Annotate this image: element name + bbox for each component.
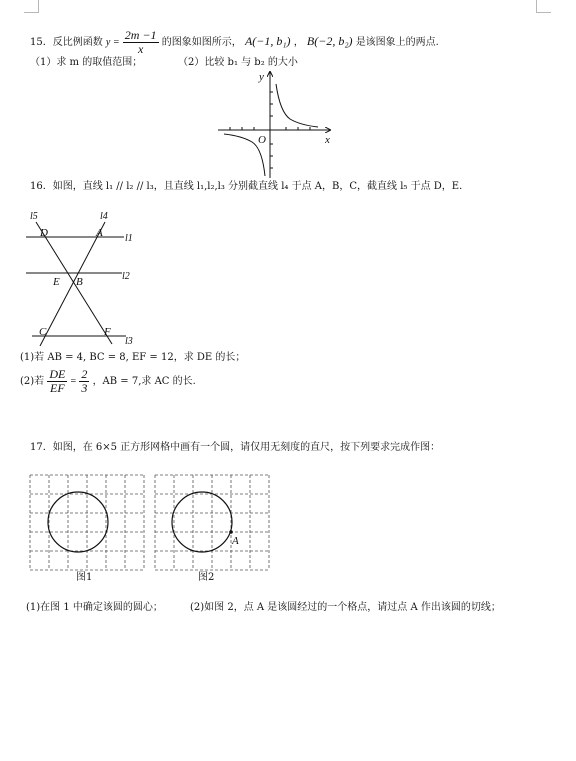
q16-part1: (1)若 AB = 4, BC = 8, EF = 12，求 DE 的长；	[20, 352, 246, 363]
q16-part2-eq: =	[70, 376, 77, 387]
q16-label-l2: l2	[122, 271, 130, 282]
q16-label-c: C	[39, 326, 47, 338]
q15-mid: 的图象如图所示，	[161, 37, 242, 48]
q17-stem: 17．如图，在 6×5 正方形网格中画有一个圆，请仅用无刻度的直尺，按下列要求完成作图：	[30, 442, 441, 453]
q16-label-d: D	[40, 227, 48, 239]
q15-lead: 15．反比例函数	[30, 37, 103, 48]
q17-point-a-label: A	[232, 535, 239, 547]
q17-fig1-grid	[30, 475, 144, 570]
q15-part2: （2）比较 b₁ 与 b₂ 的大小	[178, 57, 298, 68]
q17-fig1-caption: 图1	[76, 572, 93, 583]
q16-label-l3: l3	[125, 336, 133, 347]
q15-y-label: y	[259, 71, 264, 83]
q16-fraction-2: 2	[81, 367, 88, 381]
q17-part2: (2)如图 2，点 A 是该圆经过的一个格点，请过点 A 作出该圆的切线；	[190, 602, 501, 613]
q16-label-b: B	[76, 276, 83, 288]
q17-part1: (1)在图 1 中确定该圆的圆心；	[26, 602, 163, 613]
q16-stem: 16．如图，直线 l₁ // l₂ // l₃，且直线 l₁,l₂,l₃ 分别截直线 l₄ 于点 A，B，C，截直线 l₅ 于点 D，E．	[30, 181, 470, 192]
q15-func-denominator: x	[138, 42, 144, 56]
q16-part2-pre: (2)若	[20, 376, 45, 387]
q16-fraction-de: DE	[49, 367, 66, 381]
q16-fraction-ef: EF	[50, 381, 65, 395]
q15-comma: ，	[293, 37, 304, 48]
q17-fig2-circle	[172, 492, 232, 552]
q16-label-a: A	[96, 227, 103, 239]
q15-func-numerator: 2m −1	[124, 28, 157, 42]
q16-label-l4: l4	[100, 211, 108, 222]
q15-tail: 是该图象上的两点.	[355, 37, 439, 48]
q15-point-b: B(−2, b₂)	[306, 34, 353, 48]
q17-fig1-circle	[48, 492, 108, 552]
q15-point-a: A(−1, b₁)	[244, 34, 291, 48]
q15-x-label: x	[325, 134, 330, 146]
q16-label-l5: l5	[30, 211, 38, 222]
q15-part1: （1）求 m 的取值范围；	[30, 57, 143, 68]
q17-fig2-caption: 图2	[198, 572, 215, 583]
q16-label-f: F	[104, 326, 111, 338]
q17-point-a	[229, 530, 233, 534]
q16-label-l1: l1	[125, 233, 133, 244]
q15-func-lhs: y =	[105, 37, 120, 48]
q15-origin-label: O	[258, 134, 266, 146]
q16-part2-post: ，AB = 7,求 AC 的长.	[92, 376, 196, 387]
q16-label-e: E	[53, 276, 60, 288]
q16-fraction-3: 3	[81, 381, 88, 395]
